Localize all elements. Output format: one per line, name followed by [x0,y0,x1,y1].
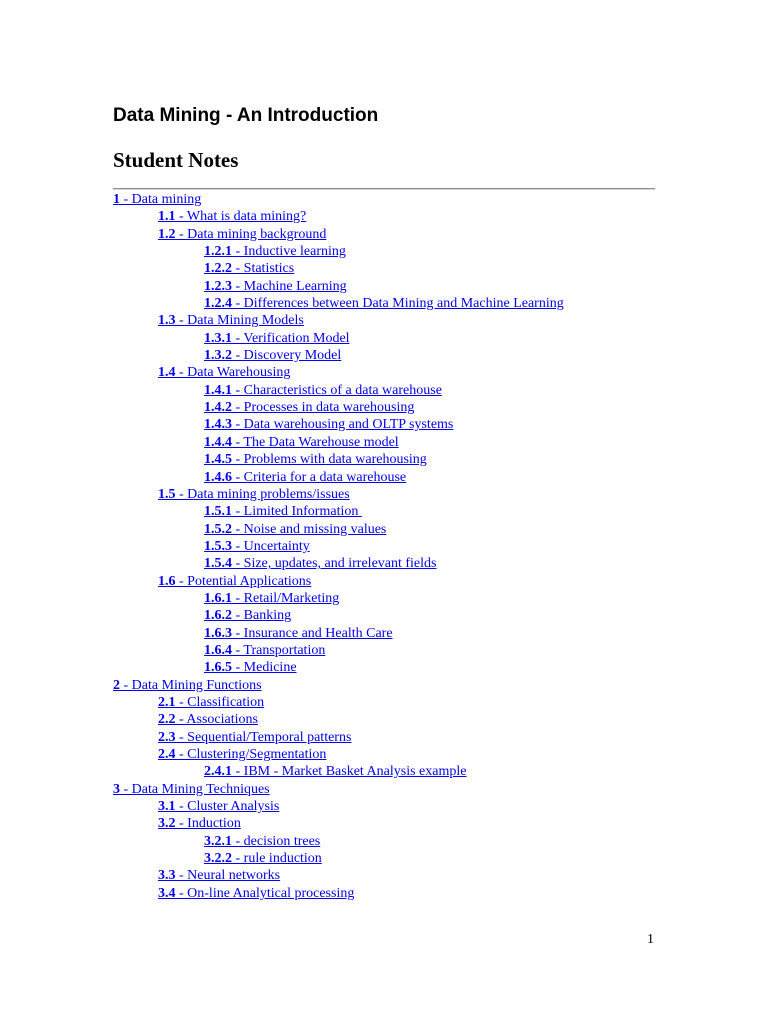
toc-section-title: - Criteria for a data warehouse [232,469,407,485]
toc-section-number: 1.2.1 [204,244,232,260]
toc-link-1[interactable] [113,192,201,207]
toc-entry [113,191,564,208]
toc-section-title: - Uncertainty [232,538,310,554]
toc-link-1-3-2[interactable] [204,348,341,363]
toc-link-1-5-3[interactable] [204,539,310,554]
toc-link-2-4-1[interactable] [204,764,466,779]
toc-section-title: - Neural networks [175,868,281,884]
toc-link-1-4-5[interactable] [204,452,427,467]
toc-link-1-2[interactable] [158,227,326,242]
toc-link-1-6-4[interactable] [204,643,325,658]
toc-section-number: 3.2.2 [204,851,232,867]
toc-section-number: 1.6.1 [204,590,232,606]
toc-section-title: - Data warehousing and OLTP systems [232,417,454,433]
toc-section-title: - Characteristics of a data warehouse [232,382,442,398]
toc-section-title: - Clustering/Segmentation [175,747,327,762]
toc-entry [113,226,564,243]
toc-link-1-4[interactable] [158,365,290,380]
toc-entry [113,815,564,832]
toc-entry [113,659,564,676]
toc-entry [113,416,564,433]
toc-link-2-2[interactable] [158,712,258,727]
toc-link-1-4-1[interactable] [204,383,442,398]
toc-entry [113,763,564,780]
toc-section-title: - IBM - Market Basket Analysis example [232,764,467,780]
toc-link-2-1[interactable] [158,695,264,710]
toc-section-number: 1.6.5 [204,660,232,676]
toc-link-3-1[interactable] [158,799,279,814]
toc-entry [113,434,564,451]
toc-entry [113,278,564,295]
toc-link-1-4-3[interactable] [204,417,453,432]
toc-link-2-3[interactable] [158,730,351,745]
toc-section-title: - Data mining [120,192,202,207]
toc-entry [113,208,564,225]
toc-section-title: - Inductive learning [232,244,346,260]
toc-section-title: - Data Mining Models [175,313,304,329]
toc-link-3-3[interactable] [158,868,280,883]
toc-section-title: - Data Mining Techniques [120,781,270,797]
toc-entry [113,677,564,694]
toc-link-1-5-2[interactable] [204,522,386,537]
table-of-contents [113,191,564,902]
toc-link-1-2-1[interactable] [204,244,346,259]
toc-entry [113,503,564,520]
toc-section-number: 2.4 [158,747,176,762]
toc-link-1-4-4[interactable] [204,435,399,450]
toc-section-number: 1.2.3 [204,278,232,294]
toc-section-number: 1.4.6 [204,469,232,485]
toc-section-number: 2.3 [158,729,176,745]
toc-section-title: - What is data mining? [175,209,307,225]
toc-link-1-3[interactable] [158,313,304,328]
toc-section-number: 3 [113,781,120,797]
toc-entry [113,885,564,902]
toc-link-3-4[interactable] [158,886,354,901]
toc-link-1-2-2[interactable] [204,261,294,276]
toc-link-1-4-2[interactable] [204,400,414,415]
toc-section-number: 1.6 [158,573,176,589]
toc-link-1-5-1[interactable] [204,504,362,519]
toc-entry [113,781,564,798]
toc-section-title: - Data mining background [175,226,327,242]
toc-link-1-2-3[interactable] [204,279,347,294]
toc-link-1-6-2[interactable] [204,608,291,623]
toc-section-title: - Noise and missing values [232,521,387,537]
toc-entry [113,555,564,572]
toc-section-title: - Machine Learning [232,278,347,294]
toc-link-1-4-6[interactable] [204,470,406,485]
toc-link-1-6-1[interactable] [204,591,339,606]
toc-section-title: - Problems with data warehousing [232,452,427,468]
toc-entry [113,295,564,312]
toc-section-number: 2.1 [158,694,176,710]
toc-section-title: - Data mining problems/issues [175,486,350,502]
toc-entry [113,330,564,347]
document-title: Data Mining - An Introduction [113,105,379,126]
toc-entry [113,347,564,364]
toc-section-number: 1.6.4 [204,642,232,658]
toc-entry [113,625,564,642]
toc-section-title: - Transportation [232,642,326,658]
toc-section-number: 1.5.4 [204,556,232,572]
toc-entry [113,642,564,659]
toc-entry [113,521,564,538]
toc-entry [113,486,564,503]
document-subtitle: Student Notes [113,148,239,172]
toc-entry [113,590,564,607]
toc-section-number: 2 [113,677,120,693]
page-number: 1 [647,932,654,947]
toc-section-title: - Verification Model [232,330,350,346]
toc-link-1-1[interactable] [158,209,306,224]
toc-section-title: - Retail/Marketing [232,590,340,606]
toc-section-number: 2.4.1 [204,764,232,780]
toc-link-2[interactable] [113,678,262,693]
toc-link-1-2-4[interactable] [204,296,564,311]
toc-section-title: - Size, updates, and irrelevant fields [232,556,437,572]
toc-section-title: - Limited Information [232,504,362,520]
toc-link-2-4[interactable] [158,747,326,762]
toc-link-1-6-5[interactable] [204,660,297,675]
toc-entry [113,364,564,381]
toc-section-number: 1.4.1 [204,382,232,398]
toc-section-number: 1.6.3 [204,625,232,641]
toc-entry [113,382,564,399]
toc-entry [113,694,564,711]
toc-section-number: 3.2 [158,816,176,832]
toc-section-title: - Discovery Model [232,348,342,364]
toc-section-title: - Differences between Data Mining and Machine Learning [232,296,564,312]
toc-section-number: 1.1 [158,209,176,225]
toc-entry [113,711,564,728]
toc-section-number: 1.4 [158,365,176,381]
toc-section-number: 1.4.5 [204,452,232,468]
toc-entry [113,867,564,884]
toc-link-3[interactable] [113,782,270,797]
toc-entry [113,312,564,329]
toc-section-title: - On-line Analytical processing [175,885,355,901]
toc-entry [113,243,564,260]
toc-section-number: 3.3 [158,868,176,884]
toc-section-number: 1.5 [158,486,176,502]
toc-section-title: - Sequential/Temporal patterns [175,729,352,745]
toc-entry [113,729,564,746]
toc-entry [113,798,564,815]
toc-link-3-2-1[interactable] [204,834,320,849]
toc-entry [113,469,564,486]
toc-entry [113,850,564,867]
toc-section-number: 3.4 [158,885,176,901]
toc-section-title: - Data Warehousing [175,365,291,381]
toc-section-number: 1.2 [158,226,176,242]
toc-entry [113,607,564,624]
toc-section-number: 1.5.2 [204,521,232,537]
toc-section-number: 1.3.1 [204,330,232,346]
toc-link-3-2[interactable] [158,816,241,831]
toc-section-title: - decision trees [232,833,321,849]
toc-section-title: - Insurance and Health Care [232,625,393,641]
toc-section-number: 3.2.1 [204,833,232,849]
toc-link-1-5-4[interactable] [204,556,436,571]
toc-section-title: - Data Mining Functions [120,677,262,693]
toc-entry [113,260,564,277]
toc-entry [113,833,564,850]
toc-section-number: 1.5.1 [204,504,232,520]
toc-link-1-5[interactable] [158,487,350,502]
toc-section-title: - Processes in data warehousing [232,400,415,416]
toc-link-1-6[interactable] [158,574,311,589]
toc-section-number: 1.6.2 [204,608,232,624]
toc-section-number: 1.2.2 [204,261,232,277]
toc-section-number: 1.4.4 [204,434,232,450]
toc-section-number: 3.1 [158,799,176,815]
toc-link-1-3-1[interactable] [204,331,350,346]
toc-link-1-6-3[interactable] [204,626,393,641]
toc-section-number: 1.4.2 [204,400,232,416]
toc-section-title: - rule induction [232,851,322,867]
toc-entry [113,746,564,763]
toc-link-3-2-2[interactable] [204,851,322,866]
toc-section-number: 2.2 [158,712,176,728]
toc-section-title: - Classification [175,694,265,710]
toc-section-title: - The Data Warehouse model [232,434,399,450]
toc-section-title: - Potential Applications [175,573,312,589]
horizontal-rule [113,188,655,190]
toc-section-number: 1.3 [158,313,176,329]
toc-section-number: 1.3.2 [204,348,232,364]
toc-section-number: 1 [113,192,120,207]
toc-section-title: - Banking [232,608,292,624]
toc-section-title: - Medicine [232,660,297,676]
toc-section-number: 1.4.3 [204,417,232,433]
toc-section-title: - Cluster Analysis [175,799,280,815]
toc-section-title: - Induction [175,816,241,832]
toc-section-title: - Associations [175,712,258,728]
toc-entry [113,573,564,590]
toc-section-title: - Statistics [232,261,295,277]
toc-section-number: 1.2.4 [204,296,232,312]
toc-section-number: 1.5.3 [204,538,232,554]
toc-entry [113,399,564,416]
toc-entry [113,451,564,468]
toc-entry [113,538,564,555]
